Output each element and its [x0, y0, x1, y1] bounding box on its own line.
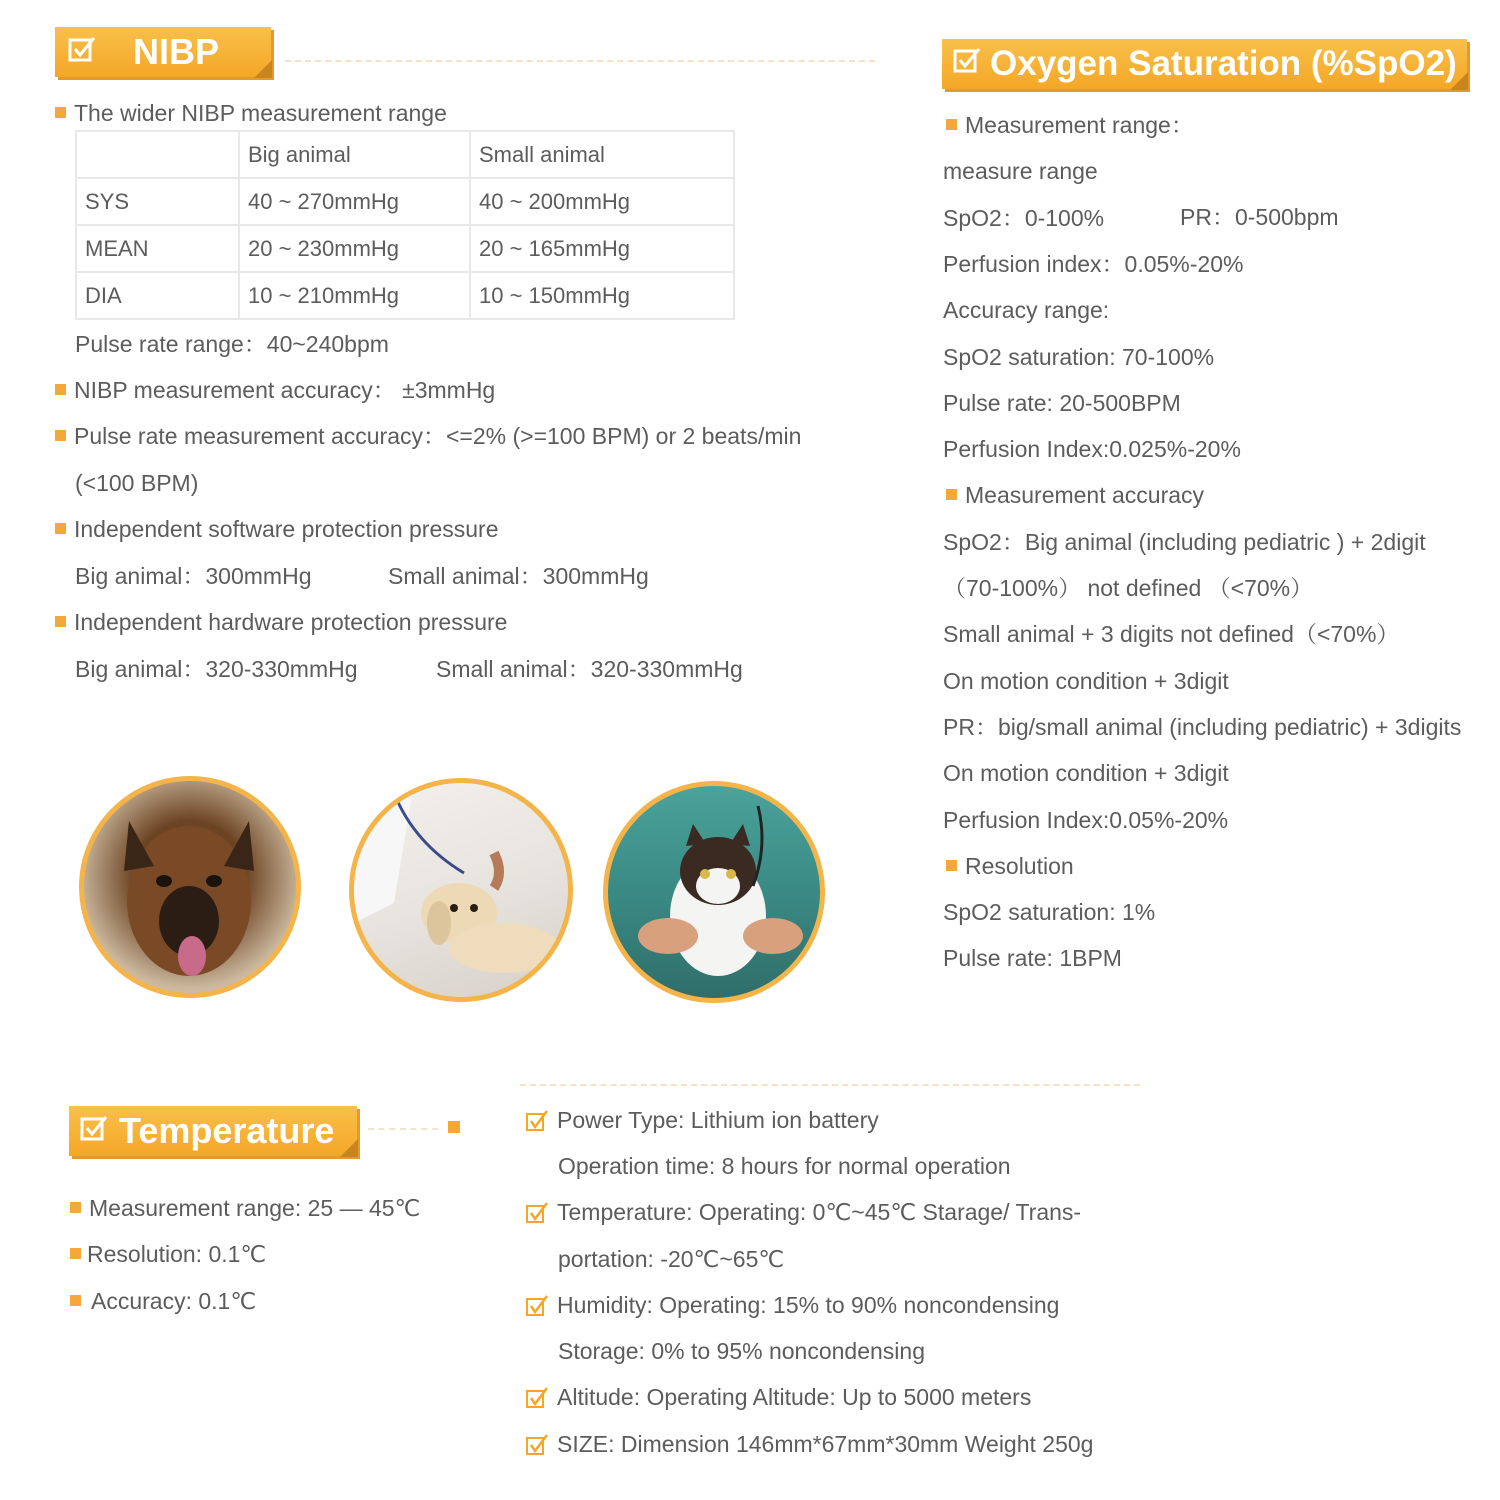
square-bullet-icon — [55, 523, 66, 534]
spo2-line: measure range — [943, 158, 1098, 185]
spo2-line: PR：big/small animal (including pediatric) + 3digits — [943, 713, 1462, 740]
table-cell: MEAN — [76, 225, 239, 272]
spo2-line: Accuracy range: — [943, 297, 1110, 324]
spec-humidity: Humidity: Operating: 15% to 90% noncondensing — [525, 1291, 1059, 1319]
spo2-line: SpO2：Big animal (including pediatric ) + 2digit — [943, 528, 1426, 555]
check-mark-icon — [525, 1108, 549, 1132]
square-bullet-icon — [946, 860, 957, 871]
banner-fold — [340, 1139, 358, 1157]
table-header-big: Big animal — [239, 131, 470, 178]
table-header-row — [76, 131, 734, 178]
spec-altitude: Altitude: Operating Altitude: Up to 5000 meters — [525, 1383, 1031, 1411]
checkbox-check-icon — [79, 1110, 109, 1152]
spo2-banner — [942, 39, 1467, 89]
spec-temperature: Temperature: Operating: 0℃~45℃ Starage/ Trans- — [525, 1198, 1081, 1226]
vet-puppy-photo — [349, 778, 573, 1002]
spo2-line: Pulse rate: 1BPM — [943, 945, 1122, 972]
hardware-small: Small animal：320-330mmHg — [436, 656, 743, 682]
table-cell: 40 ~ 200mmHg — [470, 178, 734, 225]
table-cell: 10 ~ 210mmHg — [239, 272, 470, 319]
square-bullet-icon — [70, 1202, 81, 1213]
spec-power-cont: Operation time: 8 hours for normal operation — [558, 1153, 1011, 1179]
nibp-title: NIBP — [133, 31, 220, 72]
dog-photo — [79, 776, 301, 998]
nibp-range-table — [75, 130, 735, 320]
table-cell: 40 ~ 270mmHg — [239, 178, 470, 225]
spo2-line: On motion condition + 3digit — [943, 760, 1229, 787]
banner-fold — [254, 60, 272, 78]
cat-exam-photo — [603, 781, 825, 1003]
temperature-title: Temperature — [119, 1110, 335, 1151]
temp-accuracy: Accuracy: 0.1℃ — [70, 1287, 256, 1315]
temp-range: Measurement range: 25 — 45℃ — [70, 1194, 420, 1222]
pulse-accuracy-cont: (<100 BPM) — [75, 470, 199, 496]
spec-temperature-cont: portation: -20℃~65℃ — [558, 1246, 785, 1272]
spo2-line: Perfusion Index:0.05%-20% — [943, 806, 1229, 833]
spo2-line: SpO2：0-100% — [943, 204, 1105, 231]
software-small: Small animal：300mmHg — [388, 563, 649, 589]
pulse-accuracy: Pulse rate measurement accuracy：<=2% (>=100 BPM) or 2 beats/min — [55, 422, 801, 450]
spo2-title: Oxygen Saturation (%SpO2) — [990, 44, 1457, 83]
banner-fold — [1450, 72, 1468, 90]
table-cell: SYS — [76, 178, 239, 225]
table-row — [76, 272, 734, 319]
table-row — [76, 178, 734, 225]
square-bullet-icon — [70, 1295, 81, 1306]
square-bullet-icon — [70, 1248, 81, 1259]
spo2-subheading: Measurement accuracy — [946, 481, 1204, 509]
divider — [368, 1128, 438, 1130]
hardware-protection: Independent hardware protection pressure — [55, 608, 507, 636]
spo2-subheading: Resolution — [946, 852, 1074, 880]
table-header-small: Small animal — [470, 131, 734, 178]
spo2-line: Small animal + 3 digits not defined（<70%） — [943, 621, 1400, 648]
spec-size: SIZE: Dimension 146mm*67mm*30mm Weight 250g — [525, 1430, 1093, 1458]
check-mark-icon — [525, 1293, 549, 1317]
check-mark-icon — [525, 1432, 549, 1456]
square-bullet-icon — [946, 489, 957, 500]
divider — [285, 60, 875, 62]
table-cell — [76, 131, 239, 178]
checkbox-check-icon — [67, 31, 97, 73]
software-protection: Independent software protection pressure — [55, 515, 499, 543]
pr-range: PR：0-500bpm — [1180, 204, 1339, 230]
spo2-line: Perfusion index：0.05%-20% — [943, 250, 1244, 277]
square-bullet-icon — [55, 430, 66, 441]
table-cell: 20 ~ 165mmHg — [470, 225, 734, 272]
hardware-big: Big animal：320-330mmHg — [75, 656, 358, 682]
spo2-line: On motion condition + 3digit — [943, 667, 1229, 694]
temp-resolution: Resolution: 0.1℃ — [70, 1240, 266, 1268]
check-mark-icon — [525, 1200, 549, 1224]
table-cell: DIA — [76, 272, 239, 319]
nibp-accuracy: NIBP measurement accuracy： ±3mmHg — [55, 376, 495, 404]
nibp-range-heading: The wider NIBP measurement range — [55, 99, 447, 127]
spec-power: Power Type: Lithium ion battery — [525, 1106, 879, 1134]
spo2-subheading: Measurement range： — [946, 111, 1194, 139]
spo2-line: SpO2 saturation: 1% — [943, 899, 1156, 926]
check-mark-icon — [525, 1385, 549, 1409]
square-bullet-icon — [946, 119, 957, 130]
checkbox-check-icon — [952, 44, 982, 84]
nibp-banner — [55, 27, 271, 77]
table-cell: 10 ~ 150mmHg — [470, 272, 734, 319]
square-bullet-icon — [55, 616, 66, 627]
pulse-rate-range: Pulse rate range：40~240bpm — [75, 331, 389, 357]
spo2-line: Perfusion Index:0.025%-20% — [943, 436, 1241, 463]
square-bullet-icon — [448, 1121, 460, 1133]
divider — [520, 1084, 1140, 1086]
table-cell: 20 ~ 230mmHg — [239, 225, 470, 272]
temperature-banner — [69, 1106, 357, 1156]
square-bullet-icon — [55, 384, 66, 395]
square-bullet-icon — [55, 107, 66, 118]
spo2-line: （70-100%） not defined （<70%） — [943, 575, 1314, 601]
spec-humidity-cont: Storage: 0% to 95% noncondensing — [558, 1338, 925, 1364]
software-big: Big animal：300mmHg — [75, 563, 312, 589]
table-row — [76, 225, 734, 272]
spo2-line: SpO2 saturation: 70-100% — [943, 343, 1215, 370]
spo2-line: Pulse rate: 20-500BPM — [943, 389, 1181, 416]
